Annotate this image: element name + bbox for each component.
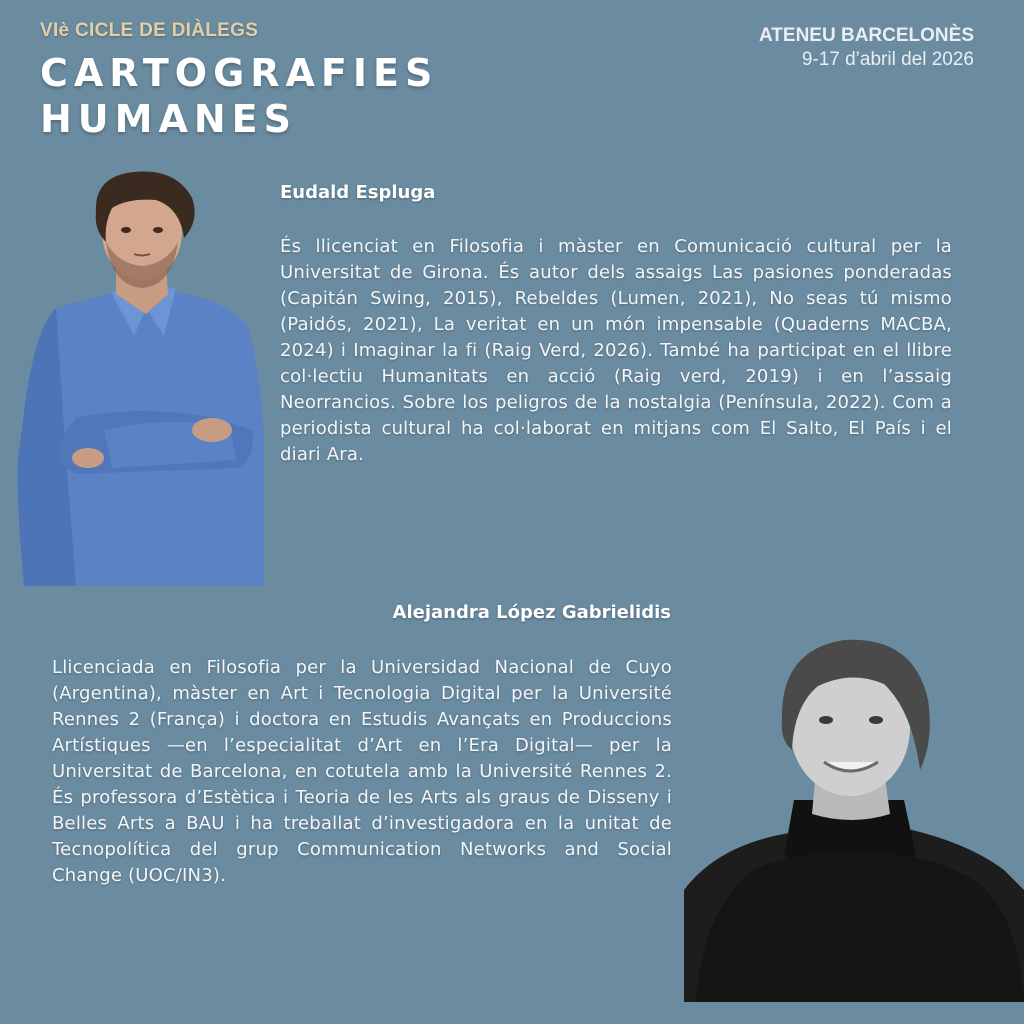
- speaker-photo-alejandra: [684, 630, 1024, 1002]
- event-title-line-2: HUMANES: [40, 97, 298, 141]
- speaker-name-alejandra: Alejandra López Gabrielidis: [392, 602, 671, 623]
- event-dates: 9-17 d’abril del 2026: [801, 49, 974, 70]
- speaker-bio-eudald: És llicenciat en Filosofia i màster en Comunicació cultural per la Universitat de Girona. És autor dels assaigs Las pasiones ponderadas (Capitán Swing, 2015), Rebeldes (Lumen, 2021), No seas tú mismo (Paidós, 2021), La veritat en un món impensable (Quaderns MACBA, 2024) i Imaginar la fi (Raig Verd, 2026). També ha participat en el llibre col·lectiu Humanitats en acció (Raig verd, 2019) i en l’assaig Neorrancios. Sobre los peligros de la nostalgia (Península, 2022). Com a periodista cultural ha col·laborat en mitjans com El Salto, El País i el diari Ara.: [280, 236, 952, 465]
- speaker-name-eudald: Eudald Espluga: [280, 182, 436, 203]
- venue-block: [759, 24, 974, 72]
- speaker-bio-alejandra: Llicenciada en Filosofia per la Universidad Nacional de Cuyo (Argentina), màster en Art i Tecnologia Digital per la Université Rennes 2 (França) i doctora en Estudis Avançats en Produccions Artístiques —en l’especialitat d’Art en l’Era Digital— per la Universitat de Barcelona, en cotutela amb la Université Rennes 2. És professora d’Estètica i Teoria de les Arts als graus de Disseny i Belles Arts a BAU i ha treballat d’investigadora en la unitat de Tecnopolítica del grup Communication Networks and Social Change (UOC/IN3).: [52, 657, 672, 886]
- cycle-kicker: VIè CICLE DE DIÀLEGS: [40, 20, 259, 41]
- event-title-line-1: CARTOGRAFIES: [40, 51, 439, 95]
- event-title: [40, 50, 438, 142]
- speaker-photo-eudald: [16, 168, 264, 586]
- venue-name: ATENEU BARCELONÈS: [759, 25, 974, 46]
